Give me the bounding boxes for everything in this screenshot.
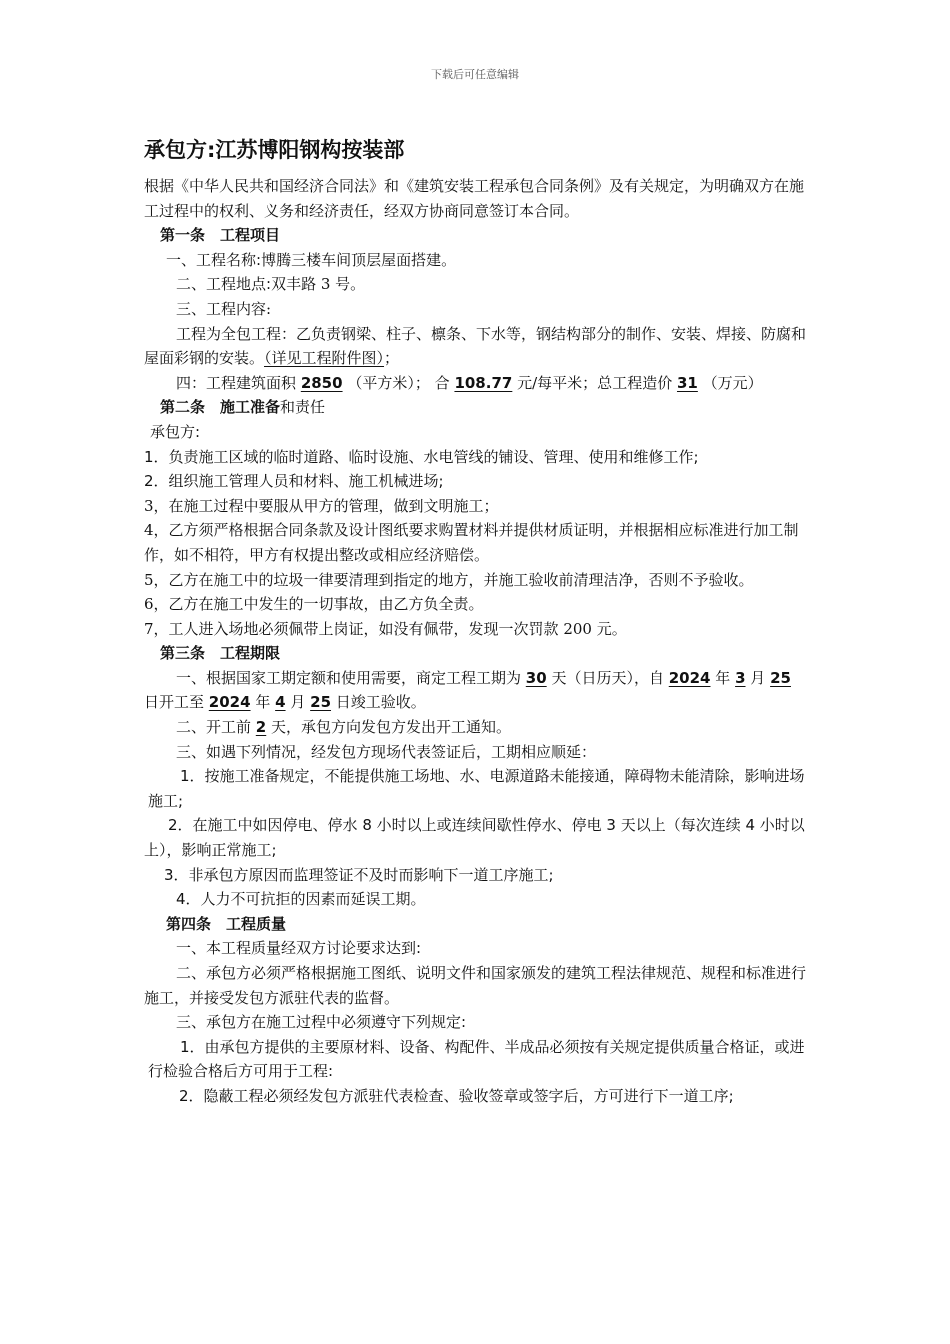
article-2-item-3: 3，在施工过程中要服从甲方的管理，做到文明施工； [144, 496, 499, 515]
article-2-item-7: 7，工人进入场地必须佩带上岗证，如没有佩带，发现一次罚款 200 元。 [144, 619, 627, 638]
page-header-note: 下载后可任意编辑 [431, 68, 519, 81]
project-content-label: 三、工程内容: [176, 299, 272, 318]
article-4-heading: 第四条 工程质量 [166, 914, 287, 933]
quality-item-1: 1．由承包方提供的主要原材料、设备、构配件、半成品必须按有关规定提供质量合格证，或进行检验合格后方可用于工程: [148, 1037, 805, 1081]
article-2-party: 承包方: [150, 422, 201, 441]
extension-item-4: 4．人力不可抗拒的因素而延误工期。 [176, 890, 426, 909]
duration-days: 30 [525, 668, 547, 687]
total-cost-value: 31 [676, 373, 698, 392]
notice-paragraph: 二、开工前 2 天，承包方向发包方发出开工通知。 [176, 718, 512, 737]
extension-item-3: 3．非承包方原因而监理签证不及时而影响下一道工序施工; [164, 865, 554, 884]
project-location: 二、工程地点:双丰路 3 号。 [176, 275, 366, 294]
extension-item-2: 2．在施工中如因停电、停水 8 小时以上或连续间歇性停水、停电 3 天以上（每次连续 4 小时以上），影响正常施工; [144, 816, 805, 860]
article-1-heading: 第一条 工程项目 [160, 226, 281, 245]
contractor-label: 承包方: [144, 138, 216, 162]
article-2-item-1: 1．负责施工区域的临时道路、临时设施、水电管线的铺设、管理、使用和维修工作; [144, 447, 699, 466]
project-area-cost: 四：工程建筑面积 2850 （平方米）； 合 108.77 元/每平米；总工程造价 31 （万元） [176, 373, 763, 392]
project-name: 一、工程名称:博腾三楼车间顶层屋面搭建。 [166, 250, 457, 269]
article-2-heading: 第二条 施工准备和责任 [160, 398, 326, 417]
project-content: 工程为全包工程：乙负责钢梁、柱子、檩条、下水等，钢结构部分的制作、安装、焊接、防腐和屋面彩钢的安装。（详见工程附件图）； [144, 324, 807, 368]
period-paragraph: 一、根据国家工期定额和使用需要，商定工程工期为 30 天（日历天），自 2024 年 3 月 25 日开工至 2024 年 4 月 25 日竣工验收。 [144, 668, 791, 712]
quality-paragraph-3: 三、承包方在施工过程中必须遵守下列规定: [176, 1013, 467, 1032]
article-2-item-5: 5，乙方在施工中的垃圾一律要清理到指定的地方，并施工验收前清理洁净，否则不予验收。 [144, 570, 754, 589]
article-3-heading: 第三条 工程期限 [160, 644, 281, 663]
extension-paragraph: 三、如遇下列情况，经发包方现场代表签证后，工期相应顺延： [176, 742, 597, 761]
unit-price-value: 108.77 [454, 373, 513, 392]
attachment-reference: （详见工程附件图） [264, 349, 385, 368]
contractor-title [144, 132, 808, 168]
area-value: 2850 [300, 373, 343, 392]
quality-item-2: 2．隐蔽工程必须经发包方派驻代表检查、验收签章或签字后，方可进行下一道工序; [179, 1086, 734, 1105]
article-2-item-2: 2．组织施工管理人员和材料、施工机械进场; [144, 472, 444, 491]
notice-days: 2 [255, 718, 267, 737]
article-2-item-4: 4，乙方须严格根据合同条款及设计图纸要求购置材料并提供材质证明，并根据相应标准进行加工制作，如不相符，甲方有权提出整改或相应经济赔偿。 [144, 521, 799, 564]
quality-paragraph-2: 二、承包方必须严格根据施工图纸、说明文件和国家颁发的建筑工程法律规范、规程和标准进行施工，并接受发包方派驻代表的监督。 [144, 964, 807, 1007]
contract-body [144, 132, 808, 1109]
quality-paragraph-1: 一、本工程质量经双方讨论要求达到: [176, 939, 422, 958]
extension-item-1: 1．按施工准备规定，不能提供施工场地、水、电源道路未能接通，障碍物未能清除，影响进场施工; [148, 767, 805, 810]
article-2-item-6: 6，乙方在施工中发生的一切事故，由乙方负全责。 [144, 595, 484, 614]
intro-paragraph: 根据《中华人民共和国经济合同法》和《建筑安装工程承包合同条例》及有关规定，为明确双方在施工过程中的权利、义务和经济责任，经双方协商同意签订本合同。 [144, 177, 805, 220]
contractor-name: 江苏博阳钢构按装部 [215, 137, 405, 162]
